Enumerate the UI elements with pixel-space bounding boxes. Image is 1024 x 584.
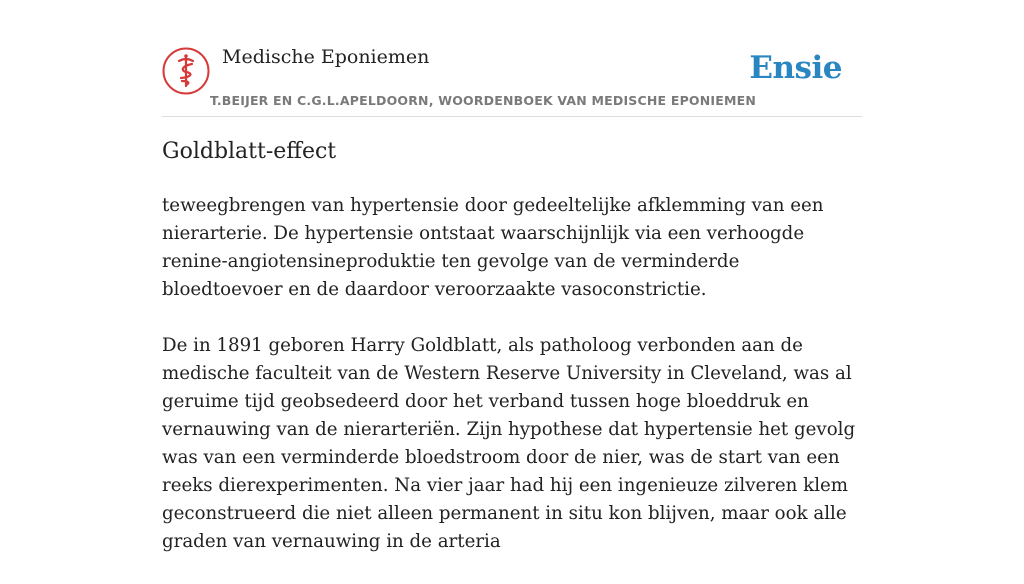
dictionary-header [162,44,862,117]
ensie-logo[interactable]: Ensie [749,50,842,86]
definition-paragraph: teweegbrengen van hypertensie door gedeeltelijke afklemming van een nierarterie. De hypertensie ontstaat waarschijnlijk via een verhoogde renine-angiotensineproduktie ten gevolge van de verminderde bloedtoevoer en de daardoor veroorzaakte vasoconstrictie. [162,195,824,300]
dictionary-title[interactable]: Medische Eponiemen [222,46,430,68]
medical-caduceus-icon[interactable] [162,47,210,95]
history-paragraph: De in 1891 geboren Harry Goldblatt, als patholoog verbonden aan de medische faculteit van de Western Reserve University in Cleveland, was al geruime tijd geobsedeerd door het verband tussen hoge bloeddruk en vernauwing van de nierarteriën. Zijn hypothese dat hypertensie het gevolg was van een verminderde bloedstroom door de nier, was de start van een reeks dierexperimenten. Na vier jaar had hij een ingenieuze zilveren klem geconstrueerd die niet alleen permanent in situ kon blijven, maar ook alle graden van vernauwing in de arteria [162,335,856,552]
dictionary-subtitle: T.BEIJER EN C.G.L.APELDOORN, WOORDENBOEK VAN MEDISCHE EPONIEMEN [210,93,757,108]
page-title: Goldblatt-effect [162,139,337,164]
entry-body [162,192,864,584]
